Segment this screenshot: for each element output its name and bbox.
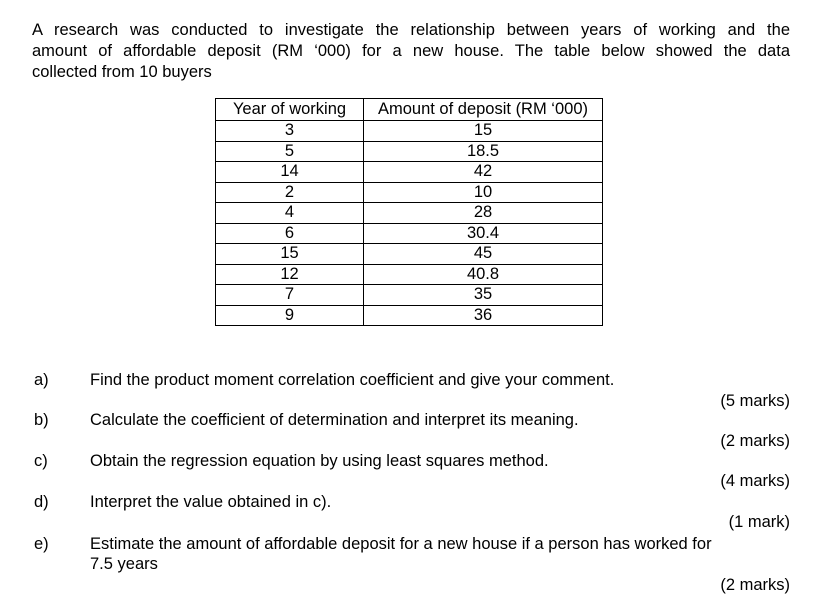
deposit-cell: 28 (364, 203, 603, 224)
deposit-cell: 45 (364, 244, 603, 265)
table-row (216, 182, 603, 203)
question-marks: (2 marks) (720, 576, 790, 594)
intro-line: A research was conducted to investigate the relationship between years of working and the (32, 21, 790, 39)
question-text: Estimate the amount of affordable deposit for a new house if a person has worked for (90, 535, 712, 553)
data-table (215, 98, 603, 326)
question-label: a) (34, 371, 49, 389)
question-label: d) (34, 493, 49, 511)
deposit-cell: 10 (364, 182, 603, 203)
table-row (216, 285, 603, 306)
question-marks: (1 mark) (728, 513, 790, 531)
question-d (0, 493, 820, 514)
deposit-cell: 36 (364, 305, 603, 326)
header-deposit: Amount of deposit (RM ‘000) (364, 99, 603, 121)
deposit-cell: 15 (364, 121, 603, 142)
question-c (0, 452, 820, 473)
years-cell: 7 (216, 285, 364, 306)
question-label: e) (34, 535, 49, 553)
years-cell: 15 (216, 244, 364, 265)
years-cell: 4 (216, 203, 364, 224)
intro-line: collected from 10 buyers (32, 63, 212, 81)
question-marks: (5 marks) (720, 392, 790, 410)
deposit-cell: 40.8 (364, 264, 603, 285)
question-text: Find the product moment correlation coefficient and give your comment. (90, 371, 615, 389)
table-row (216, 121, 603, 142)
years-cell: 6 (216, 223, 364, 244)
deposit-cell: 18.5 (364, 141, 603, 162)
question-a (0, 371, 820, 392)
years-cell: 14 (216, 162, 364, 183)
years-cell: 5 (216, 141, 364, 162)
table-row (216, 203, 603, 224)
question-b (0, 411, 820, 432)
question-text: Calculate the coefficient of determination and interpret its meaning. (90, 411, 579, 429)
question-marks: (2 marks) (720, 432, 790, 450)
question-label: c) (34, 452, 48, 470)
intro-line: amount of affordable deposit (RM ‘000) for a new house. The table below showed the data (32, 42, 790, 60)
years-cell: 2 (216, 182, 364, 203)
question-e (0, 535, 820, 556)
years-cell: 12 (216, 264, 364, 285)
table-header-row (216, 99, 603, 121)
header-years: Year of working (216, 99, 364, 121)
question-label: b) (34, 411, 49, 429)
deposit-cell: 35 (364, 285, 603, 306)
table-row (216, 162, 603, 183)
years-cell: 3 (216, 121, 364, 142)
table-row (216, 244, 603, 265)
question-text: Interpret the value obtained in c). (90, 493, 332, 511)
question-text: Obtain the regression equation by using least squares method. (90, 452, 549, 470)
table-row (216, 264, 603, 285)
table-row (216, 223, 603, 244)
deposit-cell: 30.4 (364, 223, 603, 244)
table-row (216, 141, 603, 162)
question-marks: (4 marks) (720, 472, 790, 490)
question-text-cont: 7.5 years (90, 555, 158, 573)
deposit-cell: 42 (364, 162, 603, 183)
years-cell: 9 (216, 305, 364, 326)
intro-paragraph (32, 20, 790, 83)
table-row (216, 305, 603, 326)
